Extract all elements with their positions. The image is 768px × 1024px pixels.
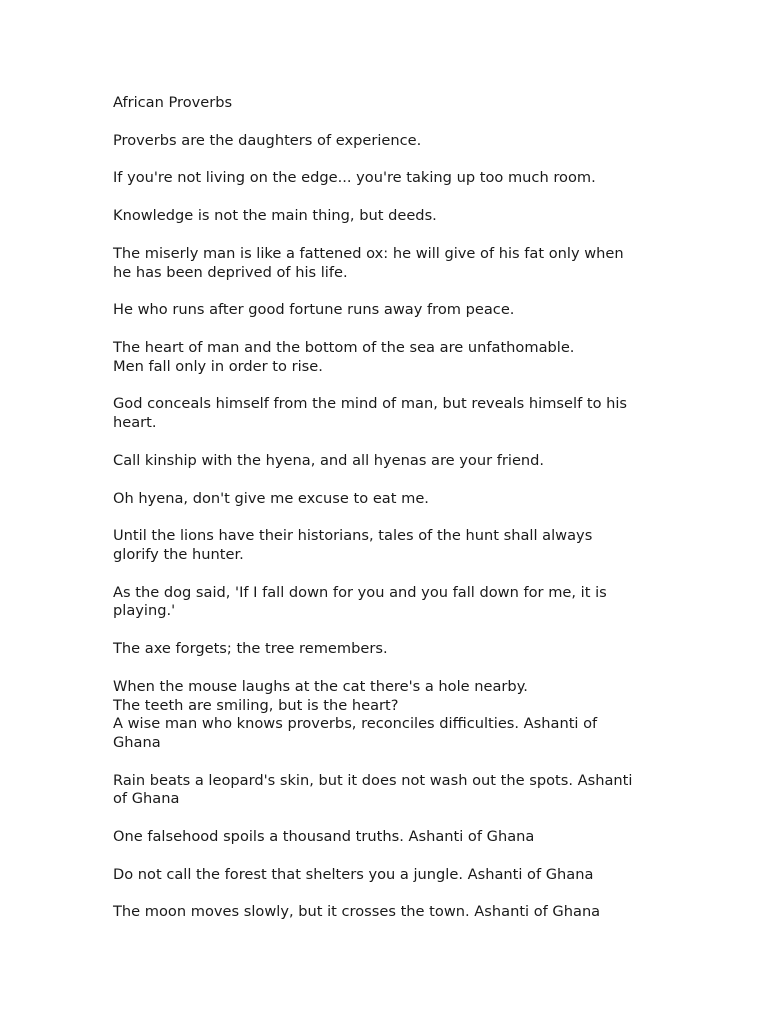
proverb-paragraph <box>113 866 648 885</box>
proverb-paragraph <box>113 584 648 621</box>
text-line: heart. <box>113 414 157 432</box>
text-line: Rain beats a leopard's skin, but it does not wash out the spots. Ashanti <box>113 771 633 789</box>
text-line: Until the lions have their historians, tales of the hunt shall always <box>113 527 593 545</box>
text-line: A wise man who knows proverbs, reconciles difficulties. Ashanti of <box>113 715 598 733</box>
text-line: he has been deprived of his life. <box>113 263 348 281</box>
proverb-paragraph <box>113 903 648 922</box>
text-line: The teeth are smiling, but is the heart? <box>113 696 399 714</box>
text-line: Oh hyena, don't give me excuse to eat me. <box>113 489 429 507</box>
proverb-paragraph <box>113 452 648 471</box>
text-line: If you're not living on the edge... you're taking up too much room. <box>113 169 596 187</box>
proverb-paragraph <box>113 490 648 509</box>
proverb-paragraph <box>113 301 648 320</box>
text-line: The moon moves slowly, but it crosses the town. Ashanti of Ghana <box>113 903 601 921</box>
document-title: African Proverbs <box>113 94 233 111</box>
text-line: Knowledge is not the main thing, but deeds. <box>113 207 437 225</box>
text-line: God conceals himself from the mind of man, but reveals himself to his <box>113 395 628 413</box>
proverb-paragraph <box>113 207 648 226</box>
text-line: Ghana <box>113 733 161 751</box>
text-line: One falsehood spoils a thousand truths. Ashanti of Ghana <box>113 827 535 845</box>
text-line: Proverbs are the daughters of experience. <box>113 131 422 149</box>
proverb-paragraph <box>113 339 648 376</box>
text-line: playing.' <box>113 602 176 620</box>
proverb-paragraph <box>113 169 648 188</box>
proverb-paragraph <box>113 245 648 282</box>
proverb-paragraph <box>113 640 648 659</box>
proverb-paragraph <box>113 678 648 752</box>
text-line: Men fall only in order to rise. <box>113 357 323 375</box>
text-line: The axe forgets; the tree remembers. <box>113 640 388 658</box>
text-line: Call kinship with the hyena, and all hyenas are your friend. <box>113 451 545 469</box>
text-line: The heart of man and the bottom of the sea are unfathomable. <box>113 339 575 357</box>
proverb-paragraph <box>113 527 648 564</box>
text-line: He who runs after good fortune runs away from peace. <box>113 301 515 319</box>
text-line: of Ghana <box>113 790 180 808</box>
proverb-paragraph <box>113 772 648 809</box>
text-line: glorify the hunter. <box>113 546 244 563</box>
text-line: Do not call the forest that shelters you a jungle. Ashanti of Ghana <box>113 865 594 883</box>
proverb-paragraph <box>113 395 648 432</box>
text-line: As the dog said, 'If I fall down for you and you fall down for me, it is <box>113 583 607 601</box>
proverb-paragraph <box>113 132 648 151</box>
proverb-paragraph <box>113 828 648 847</box>
text-line: When the mouse laughs at the cat there's a hole nearby. <box>113 677 528 695</box>
text-line: The miserly man is like a fattened ox: he will give of his fat only when <box>113 244 624 262</box>
